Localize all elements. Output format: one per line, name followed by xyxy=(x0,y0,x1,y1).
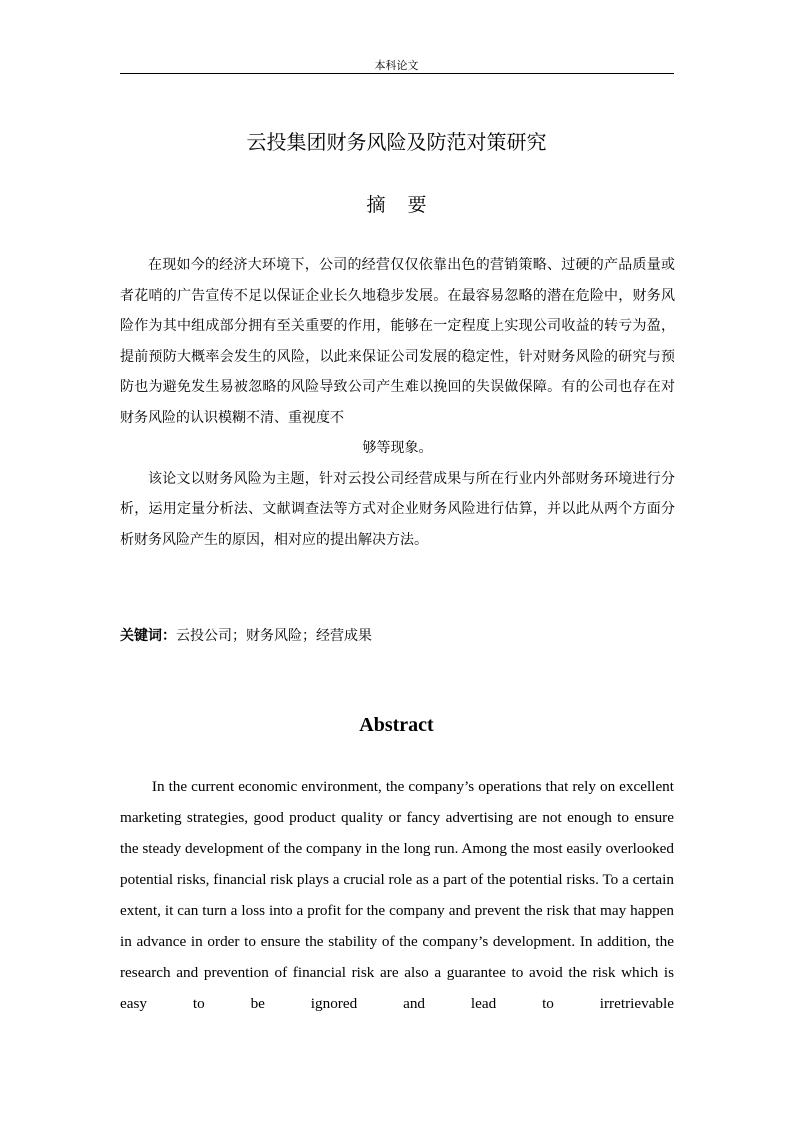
page-header: 本科论文 xyxy=(374,59,419,72)
abstract-cn-body xyxy=(120,250,675,555)
abstract-en-body xyxy=(120,771,674,1019)
keywords-label: 关键词： xyxy=(120,628,176,644)
abstract-cn-paragraph-1-tail: 够等现象。 xyxy=(362,440,433,456)
abstract-en-heading: Abstract xyxy=(359,714,434,736)
abstract-cn-heading: 摘要 xyxy=(366,194,449,216)
abstract-en-paragraph: In the current economic environment, the company’s operations that rely on excellent marketing strategies, good product quality or fancy advertising are not enough to ensure the steady development of the company in the long run. Among the most easily overlooked potential risks, financial risk plays a crucial role as a part of the potential risks. To a certain extent, it can turn a loss into a profit for the company and prevent the risk that may happen in advance in order to ensure the stability of the company’s development. In addition, the research and prevention of financial risk are also a guarantee to avoid the risk which is easy to be ignored and lead to irretrievable xyxy=(120,778,674,1012)
abstract-cn-paragraph-1: 在现如今的经济大环境下，公司的经营仅仅依靠出色的营销策略、过硬的产品质量或者花哨的广告宣传不足以保证企业长久地稳步发展。在最容易忽略的潜在危险中，财务风险作为其中组成部分拥有至关重要的作用，能够在一定程度上实现公司收益的转亏为盈，提前预防大概率会发生的风险，以此来保证公司发展的稳定性，针对财务风险的研究与预防也为避免发生易被忽略的风险导致公司产生难以挽回的失误做保障。有的公司也存在对财务风险的认识模糊不清、重视度不 xyxy=(120,257,675,426)
header-rule xyxy=(120,73,674,74)
keywords-line xyxy=(120,625,372,645)
paper-title: 云投集团财务风险及防范对策研究 xyxy=(246,130,547,154)
abstract-cn-paragraph-2: 该论文以财务风险为主题，针对云投公司经营成果与所在行业内外部财务环境进行分析，运用定量分析法、文献调查法等方式对企业财务风险进行估算，并以此从两个方面分析财务风险产生的原因，相对应的提出解决方法。 xyxy=(120,470,675,548)
keywords-value: 云投公司；财务风险；经营成果 xyxy=(176,628,372,644)
